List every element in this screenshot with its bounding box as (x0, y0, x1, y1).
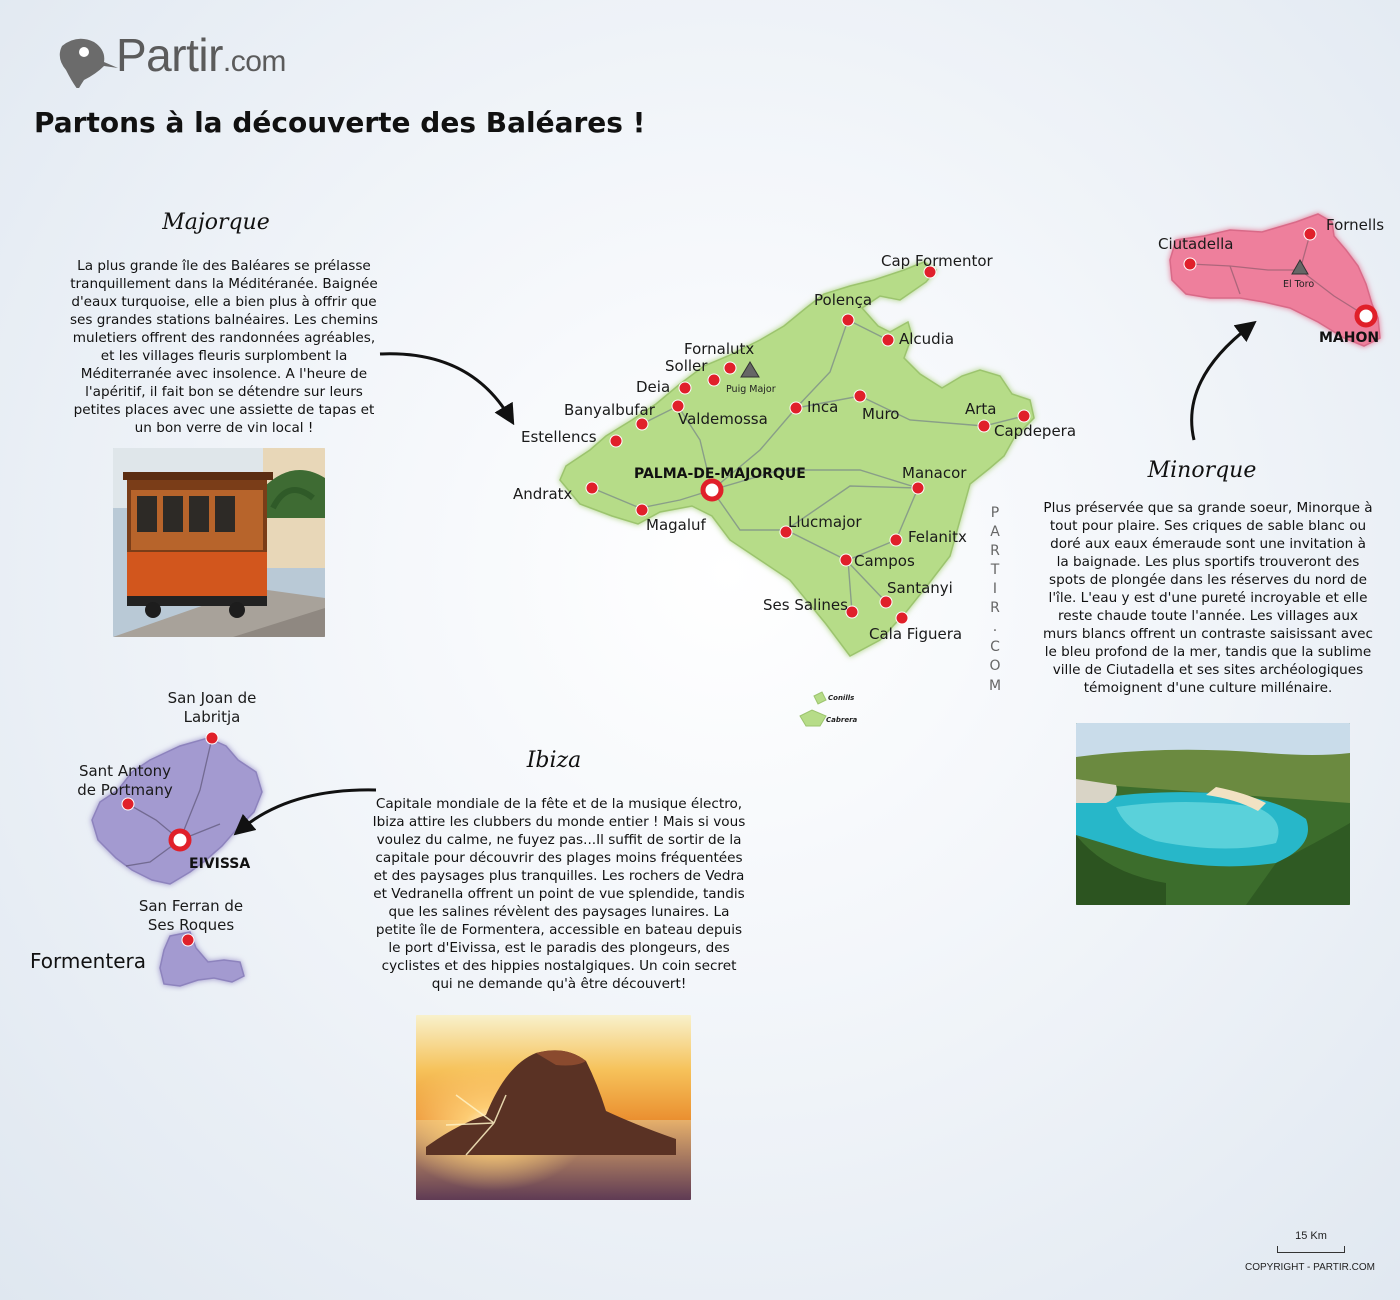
town-label: Ciutadella (1158, 235, 1234, 253)
conills-islet (814, 692, 826, 704)
town-label: Santanyi (887, 579, 953, 597)
majorque-description: La plus grande île des Baléares se prélasse tranquillement dans la Méditéranée. Baignée d'eaux turquoise, elle a bien plus à offrir que ses grandes stations balnéaires. Les chemins muletiers offrent des randonnées agréables, et les villages fleuris surplombent la Méditerranée avec insolence. A l'heure de l'apéritif, il fait bon se détendre sur leurs petites places avec une assiette de tapas et un bon verre de vin local ! (69, 258, 379, 436)
peak-label: Puig Major (726, 384, 776, 395)
town-label: Banyalbufar (564, 401, 655, 419)
watermark (989, 505, 1001, 694)
majorque-arrow (380, 354, 510, 418)
town-label: Deia (636, 378, 671, 396)
svg-text:I: I (992, 581, 998, 597)
town-label: Valdemossa (678, 410, 768, 428)
town-label: Sant Antony (78, 762, 172, 780)
town-label: Fornells (1326, 216, 1385, 234)
majorque-tram-photo (113, 448, 325, 637)
svg-text:P: P (990, 505, 1000, 521)
eivissa-capital-icon (171, 831, 189, 849)
town-label: Labritja (183, 708, 241, 726)
palma-capital-icon (703, 481, 721, 499)
town-label: Soller (665, 357, 708, 375)
map-scale (1276, 1230, 1346, 1253)
town-label: Polença (814, 291, 873, 309)
svg-text:T: T (990, 562, 1000, 578)
town-label: Alcudia (899, 330, 955, 348)
town-label: Inca (807, 398, 839, 416)
town-label: San Ferran de (138, 897, 244, 915)
svg-text:O: O (989, 658, 1001, 674)
formentera-island (160, 932, 244, 986)
scale-label: 15 Km (1295, 1230, 1327, 1242)
town-label: Andratx (513, 485, 573, 503)
islet-label: Conills (828, 694, 855, 702)
copyright: COPYRIGHT - PARTIR.COM (1244, 1262, 1375, 1273)
town-label: Capdepera (994, 422, 1077, 440)
minorque-arrow (1192, 326, 1250, 440)
ibiza-title: Ibiza (526, 748, 582, 773)
town-label: Ses Roques (147, 916, 235, 934)
town-label: Cap Formentor (881, 252, 993, 270)
minorque-cove-photo (1076, 723, 1350, 905)
svg-text:.: . (992, 619, 998, 635)
town-label: Cala Figuera (869, 625, 963, 643)
capital-label: EIVISSA (189, 856, 251, 872)
cabrera-islet (800, 710, 826, 726)
town-label: Llucmajor (788, 513, 862, 531)
town-label: Magaluf (646, 516, 706, 534)
capital-label: PALMA-DE-MAJORQUE (634, 466, 806, 482)
town-label: de Portmany (77, 781, 173, 799)
svg-text:M: M (988, 678, 1002, 694)
town-label: Arta (965, 400, 997, 418)
town-label: Estellencs (521, 428, 597, 446)
mahon-capital-icon (1357, 307, 1375, 325)
ibiza-description: Capitale mondiale de la fête et de la musique électro, Ibiza attire les clubbers du monde entier ! Mais si vous voulez du calme, ne fuyez pas...Il suffit de sortir de la capitale pour découvrir des plages moins fréquentées et des paysages plus tranquilles. Les rochers de Vedra et Vedranella offrent un point de vue splendide, tandis que les salines révèlent des paysages lunaires. La petite île de Formentera, accessible en bateau depuis le port d'Eivissa, est le paradis des plongeurs, des cyclistes et des hippies nostalgiques. Un coin secret qui ne demande qu'à être découvert! (372, 796, 746, 992)
capital-label: MAHON (1319, 330, 1380, 346)
town-label: San Joan de (167, 689, 257, 707)
page-title: Partons à la découverte des Baléares ! (34, 106, 646, 139)
town-label: Ses Salines (763, 596, 848, 614)
scale-bar (1277, 1246, 1345, 1253)
town-label: Manacor (902, 464, 967, 482)
minorque-description: Plus préservée que sa grande soeur, Minorque à tout pour plaire. Ses criques de sable blanc ou doré aux eaux émeraude sont une invitation à la baignade. Les plus sportifs trouveront des spots de plongée dans les réserves du nord de l'île. L'eau y est d'une pureté incroyable et elle reste chaude toute l'année. Les villages aux murs blancs offrent un contraste saisissant avec le bleu profond de la mer, tandis que la sublime ville de Ciutadella et ses sites archéologiques témoignent d'une culture millénaire. (1042, 500, 1373, 696)
town-label: Muro (862, 405, 900, 423)
town-label: Campos (854, 552, 915, 570)
brand-name: Partir.com (116, 29, 286, 81)
islet-label: Cabrera (826, 716, 858, 724)
svg-text:A: A (990, 524, 1000, 540)
svg-text:R: R (990, 600, 1000, 616)
majorque-title: Majorque (162, 210, 270, 235)
svg-text:C: C (990, 639, 1000, 655)
formentera-label: Formentera (30, 949, 146, 973)
minorque-title: Minorque (1147, 458, 1257, 483)
svg-text:R: R (990, 543, 1000, 559)
peak-label: El Toro (1283, 279, 1315, 290)
ibiza-sunset-photo (416, 1015, 691, 1200)
town-label: Fornalutx (684, 340, 755, 358)
town-label: Felanitx (908, 528, 967, 546)
